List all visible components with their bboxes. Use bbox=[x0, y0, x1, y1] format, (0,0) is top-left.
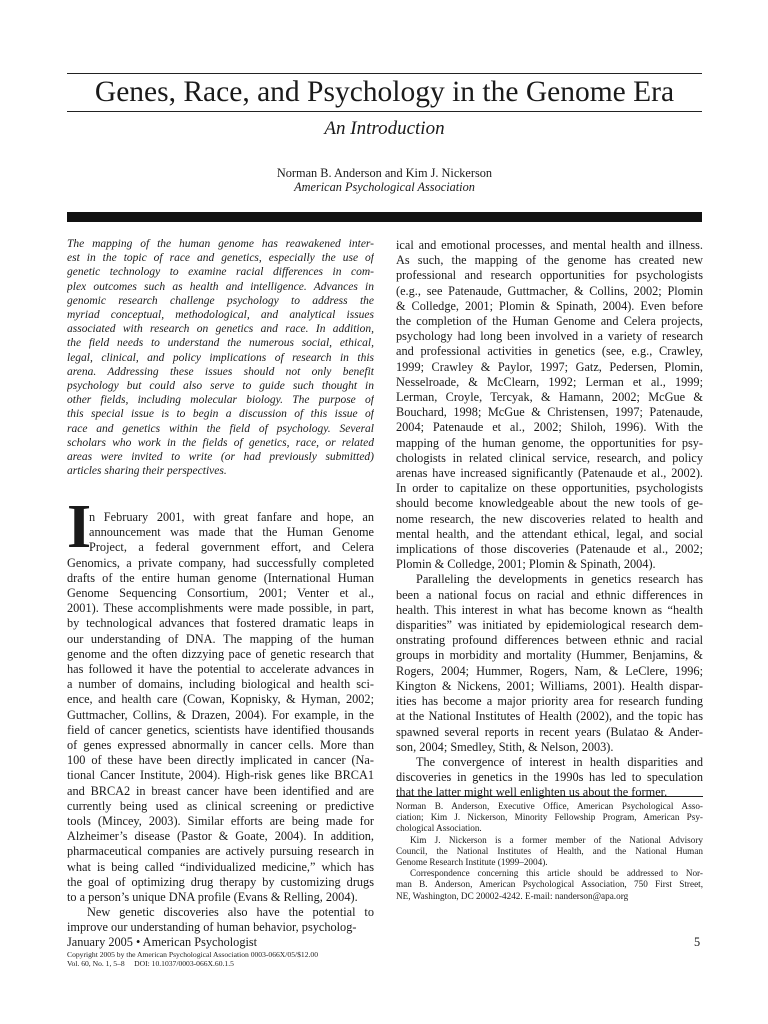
text-line: The convergence of interest in health disparities and bbox=[416, 754, 703, 769]
page-number: 5 bbox=[694, 935, 701, 949]
text-line: ical and emotional processes, and mental health and illness. bbox=[396, 238, 703, 252]
text-line: pharmaceutical companies are actively pursuing research in bbox=[67, 844, 374, 859]
text-line: son, 2004; Smedley, Stith, & Nelson, 2003). bbox=[396, 739, 614, 754]
text-line: improve our understanding of human behavior, psycholog- bbox=[67, 920, 357, 935]
text-line: ciation; Kim J. Nickerson, Minority Fellowship Program, American Psy- bbox=[396, 812, 703, 823]
text-line: 2001). These accomplishments were made possible, in part, bbox=[67, 601, 374, 616]
text-line: the goal of optimizing drug therapy by customizing drugs bbox=[67, 874, 374, 889]
text-line: Correspondence concerning this article should be addressed to Nor- bbox=[410, 868, 703, 879]
text-line: of genes expressed abnormally in cancer cells. More than bbox=[67, 738, 374, 753]
text-line: this special issue is to begin a discussion of this issue of bbox=[67, 408, 374, 421]
text-line: Genomics, a private company, had successfully completed bbox=[67, 555, 374, 570]
text-line: professional and research opportunities for psychologists bbox=[396, 268, 703, 283]
text-line: spawned several reports in recent years (Bulatao & Ander- bbox=[396, 724, 703, 739]
text-line: scholars who work in the fields of genetics, race, or related bbox=[67, 436, 374, 449]
text-line: Kington & Nickens, 2001; Williams, 2001). Health dispar- bbox=[396, 678, 703, 693]
text-line: should become knowledgeable about the new tools of ge- bbox=[396, 496, 703, 511]
text-line: nome research, the new discoveries related to health and bbox=[396, 511, 703, 526]
text-line: groups in morbidity and mortality (Hummer, Benjamins, & bbox=[396, 648, 703, 663]
text-line: Nesselroade, & McClearn, 1992; Lerman et al., 1999; bbox=[396, 374, 703, 389]
text-line: & Colledge, 2001; Plomin & Spinath, 2004). Even before bbox=[396, 298, 703, 313]
text-line: In order to capitalize on these opportunities, psychologists bbox=[396, 481, 703, 496]
text-line: to a person’s unique DNA profile (Evans & Relling, 2004). bbox=[67, 890, 358, 905]
text-line: tools (Mincey, 2003). Similar efforts are being made for bbox=[67, 814, 374, 829]
text-line: by technological advances that fostered dramatic leaps in bbox=[67, 616, 374, 631]
text-line: genome and the often dizzying pace of genetic research that bbox=[67, 646, 374, 661]
text-line: Council, the National Institutes of Health, and the National Human bbox=[396, 845, 703, 856]
text-line: Genome Sequencing Consortium, 2001; Venter et al., bbox=[67, 586, 374, 601]
text-line: Rogers, 2004; Hummer, Rogers, Nam, & LeClere, 1996; bbox=[396, 663, 703, 678]
text-line: tional Cancer Institute, 2004). High-risk genes like BRCA1 bbox=[67, 768, 374, 783]
text-line: Genome Research Institute (1999–2004). bbox=[396, 857, 548, 868]
article-subtitle: An Introduction bbox=[324, 118, 445, 139]
body-column-left bbox=[67, 510, 374, 936]
text-line: disparities” was initiated by epidemiological research dem- bbox=[396, 618, 703, 633]
text-line: legal, clinical, and policy implications of research in this bbox=[67, 351, 374, 364]
text-line: The mapping of the human genome has reawakened inter- bbox=[67, 238, 374, 250]
journal-footer: January 2005 • American Psychologist bbox=[67, 935, 258, 949]
body-column-right bbox=[396, 238, 703, 801]
title-rule bbox=[67, 111, 702, 112]
text-line: chologists in related clinical service, research, and policy bbox=[396, 450, 703, 465]
text-line: announcement was made that the Human Genome bbox=[89, 525, 374, 540]
text-line: Bouchard, 1998; McGue & Christensen, 1997; Patenaude, bbox=[396, 405, 703, 420]
text-line: Kim J. Nickerson is a former member of the National Advisory bbox=[410, 834, 703, 845]
text-line: New genetic discoveries also have the potential to bbox=[87, 905, 374, 920]
text-line: n February 2001, with great fanfare and hope, an bbox=[89, 510, 374, 524]
text-line: health. This interest in what has become known as “health bbox=[396, 602, 703, 617]
header-divider-bar bbox=[67, 212, 702, 222]
text-line: psychology but could also serve to guide such thought in bbox=[67, 380, 374, 393]
text-line: 2004; Patenaude et al., 2002; Shiloh, 1996). With the bbox=[396, 420, 703, 435]
text-line: the completion of the Human Genome and Celera projects, bbox=[396, 314, 703, 329]
text-line: Guttmacher, Collins, & Drazen, 2004). For example, in the bbox=[67, 707, 374, 722]
text-line: est in the topic of race and genetics, especially the use of bbox=[67, 252, 374, 265]
text-line: drafts of the entire human genome (International Human bbox=[67, 570, 374, 585]
copyright-line: Copyright 2005 by the American Psychological Association 0003-066X/05/$12.00 bbox=[67, 950, 318, 959]
text-line: NE, Washington, DC 20002-4242. E-mail: nanderson@apa.org bbox=[396, 890, 629, 901]
article-title: Genes, Race, and Psychology in the Genome Era bbox=[94, 76, 675, 108]
text-line: genetic technology to examine racial differences in com- bbox=[67, 266, 374, 279]
text-line: a number of domains, including biological and health sci- bbox=[67, 677, 374, 692]
text-line: 1999; Crawley & Paylor, 1997; Gatz, Pedersen, Plomin, bbox=[396, 359, 703, 374]
text-line: plex outcomes such as health and intelligence. Advances in bbox=[67, 280, 374, 293]
author-footnote bbox=[396, 801, 703, 902]
text-line: psychology had long been involved in a variety of research bbox=[396, 329, 703, 344]
text-line: at the National Institutes of Health (2002), and the topic has bbox=[396, 709, 703, 724]
text-line: areas were invited to write (or had previously submitted) bbox=[67, 451, 374, 464]
text-line: been a national focus on racial and ethnic differences in bbox=[396, 587, 703, 602]
footnote-rule bbox=[396, 796, 703, 797]
text-line: arenas have increased significantly (Patenaude et al., 2002). bbox=[396, 466, 703, 481]
copyright-notice bbox=[67, 950, 318, 968]
text-line: (e.g., see Patenaude, Guttmacher, & Collins, 2002; Plomin bbox=[396, 283, 703, 298]
text-line: what is being called “individualized medicine,” which has bbox=[67, 859, 374, 874]
text-line: genomic research challenge psychology to address the bbox=[67, 294, 374, 307]
text-line: that the latter might well enlighten us about the former. bbox=[396, 785, 668, 800]
volume-doi-line: Vol. 60, No. 1, 5–8 DOI: 10.1037/0003-066X.60.1.5 bbox=[67, 959, 234, 968]
text-line: Plomin & Colledge, 2001; Plomin & Spinath, 2004). bbox=[396, 557, 656, 572]
abstract bbox=[67, 237, 374, 478]
text-line: mental health, and the attendant ethical, legal, and social bbox=[396, 526, 703, 541]
text-line: the field needs to understand the numerous social, ethical, bbox=[67, 337, 374, 350]
text-line: associated with research on genetics and race. In addition, bbox=[67, 323, 374, 336]
text-line: discoveries in genetics in the 1990s has led to speculation bbox=[396, 770, 703, 785]
text-line: implications of those discoveries (Patenaude et al., 2002; bbox=[396, 542, 703, 557]
text-line: 100 of these have been directly implicated in cancer (Na- bbox=[67, 753, 374, 768]
text-line: arena. Addressing these issues should not only benefit bbox=[67, 365, 374, 378]
text-line: chological Association. bbox=[396, 823, 482, 834]
text-line: currently being used as clinical screening or predictive bbox=[67, 798, 374, 813]
text-line: As such, the mapping of the genome has created new bbox=[396, 253, 703, 268]
text-line: our understanding of DNA. The mapping of the human bbox=[67, 631, 374, 646]
text-line: onstrating profound differences between ethnic and racial bbox=[396, 633, 703, 648]
text-line: field of cancer genetics, scientists have identified thousands bbox=[67, 722, 374, 737]
text-line: has followed it have the potential to accelerate advances in bbox=[67, 662, 374, 677]
text-line: mapping of the human genome, the opportunities for psy- bbox=[396, 435, 703, 450]
text-line: man B. Anderson, American Psychological Association, 750 First Street, bbox=[396, 879, 703, 890]
text-line: Alzheimer’s disease (Pastor & Goate, 2004). In addition, bbox=[67, 829, 374, 844]
author-affiliation: American Psychological Association bbox=[294, 180, 475, 194]
text-line: ities has become a major priority area for research funding bbox=[396, 694, 703, 709]
text-line: and professional activities in genetics (see, e.g., Crawley, bbox=[396, 344, 703, 359]
text-line: articles sharing their perspectives. bbox=[67, 465, 227, 478]
text-line: Project, a federal government effort, and Celera bbox=[89, 540, 374, 555]
drop-cap: I bbox=[67, 493, 92, 561]
text-line: other fields, including molecular biology. The purpose of bbox=[67, 394, 374, 407]
text-line: Lerman, Croyle, Tercyak, & Hamann, 2002; McGue & bbox=[396, 390, 703, 405]
text-line: and BRCA2 in breast cancer have been identified and are bbox=[67, 783, 374, 798]
text-line: ence, and health care (Cowan, Kopnisky, & Hyman, 2002; bbox=[67, 692, 374, 707]
text-line: Paralleling the developments in genetics research has bbox=[416, 572, 703, 587]
text-line: race and genetics within the field of psychology. Several bbox=[67, 422, 374, 435]
text-line: myriad conceptual, methodological, and analytical issues bbox=[67, 309, 374, 322]
author-names: Norman B. Anderson and Kim J. Nickerson bbox=[276, 166, 493, 180]
text-line: Norman B. Anderson, Executive Office, American Psychological Asso- bbox=[396, 801, 703, 811]
